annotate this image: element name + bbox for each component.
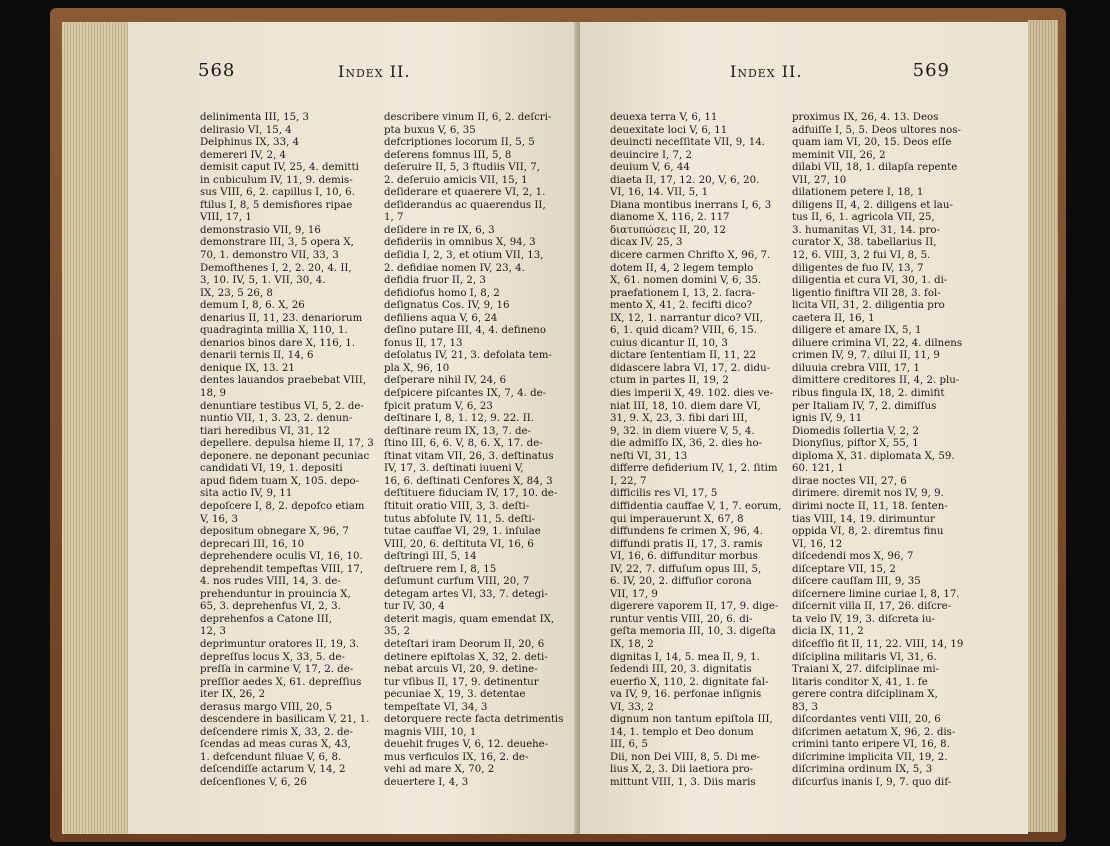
index-line: sita actio IV, 9, 11 — [200, 488, 293, 500]
index-line: 83, 3 — [792, 701, 818, 713]
index-line: VI, 16, 14. VII, 5, 1 — [610, 187, 709, 199]
index-line: defiliens aqua V, 6, 24 — [384, 312, 498, 324]
index-line: crimen IV, 9, 7. dilui II, 11, 9 — [792, 350, 940, 362]
index-line: caetera II, 16, 1 — [792, 312, 875, 324]
page-edges-right — [1028, 20, 1058, 832]
index-line: deſiderare et quaerere VI, 2, 1. — [384, 187, 546, 199]
index-line: gerere contra diſciplinam X, — [792, 689, 938, 701]
index-line: preſſior aedes X, 61. depreſſius — [200, 676, 362, 688]
index-line: ftilus I, 8, 5 demisfiores ripae — [200, 199, 353, 211]
index-line: deſignatus Cos. IV, 9, 16 — [384, 300, 510, 312]
index-line: runtur ventis VIII, 20, 6. di- — [610, 613, 753, 625]
index-line: 12, 3 — [200, 626, 226, 638]
index-line: denique IX, 13. 21 — [200, 362, 295, 374]
index-line: diffundi pratis II, 17, 3. ramis — [610, 538, 763, 550]
index-line: didascere labra VI, 17, 2. didu- — [610, 362, 771, 374]
right-page-header — [580, 56, 1028, 86]
index-line: 18, 9 — [200, 388, 226, 400]
index-line: X, 61. nomen domini V, 6, 35. — [610, 275, 762, 287]
page-number: 569 — [912, 60, 950, 81]
index-line: deterit magis, quam emendat IX, — [384, 613, 555, 625]
index-line: quam iam VI, 20, 15. Deos eſſe — [792, 137, 952, 149]
index-line: dicia IX, 11, 2 — [792, 626, 864, 638]
index-line: VII, 27, 10 — [792, 174, 847, 186]
index-line: diſcurſus inanis I, 9, 7. quo dif- — [792, 776, 952, 788]
index-line: detinere epiftolas X, 32, 2. deti- — [384, 651, 548, 663]
index-line: ſedendi III, 20, 3. dignitatis — [610, 664, 752, 676]
index-line: diſcrimine implicita VII, 19, 2. — [792, 751, 948, 763]
index-line: deſidere in re IX, 6, 3 — [384, 224, 495, 236]
index-line: dianome X, 116, 2. 117 — [610, 212, 730, 224]
index-line: deprecari III, 16, 10 — [200, 538, 305, 550]
index-line: ribus fingula IX, 18, 2. dimifit — [792, 388, 945, 400]
index-line: deſcenſiones V, 6, 26 — [200, 776, 307, 788]
index-line: nuntio VII, 1, 3. 23, 2. denun- — [200, 413, 353, 425]
index-line: sus VIII, 6, 2. capillus I, 10, 6. — [200, 187, 355, 199]
index-line: 14, 1. templo et Deo donum — [610, 726, 754, 738]
index-line: preſſa in carmine V, 17, 2. de- — [200, 664, 354, 676]
index-line: Diana montibus inerrans I, 6, 3 — [610, 199, 772, 211]
index-line: 4. nos rudes VIII, 14, 3. de- — [200, 576, 341, 588]
index-line: deſcendere rimis X, 33, 2. de- — [200, 726, 353, 738]
index-line: diſceſſio fit II, 11, 22. VIII, 14, 19 — [792, 638, 964, 650]
index-line: III, 6, 5 — [610, 739, 648, 751]
index-line: VIII, 20, 6. deſtituta VI, 16, 6 — [384, 538, 534, 550]
index-line: magnis VIII, 10, 1 — [384, 726, 477, 738]
index-line: deprehendit tempeftas VIII, 17, — [200, 563, 364, 575]
index-line: ignis IV, 9, 11 — [792, 413, 863, 425]
index-line: diligere et amare IX, 5, 1 — [792, 325, 922, 337]
index-line: dirimi nocte II, 11, 18. ſenten- — [792, 500, 948, 512]
index-line: delirasio VI, 15, 4 — [200, 124, 292, 136]
index-line: ſtituit oratio VIII, 3, 3. deſti- — [384, 500, 530, 512]
index-line: difficilis res VI, 17, 5 — [610, 488, 718, 500]
index-line: VI, 16, 12 — [792, 538, 843, 550]
index-line: meminit VII, 26, 2 — [792, 149, 886, 161]
index-line: 3, 10. IV, 5, 1. VII, 30, 4. — [200, 275, 326, 287]
index-line: deſperare nihil IV, 24, 6 — [384, 375, 507, 387]
index-line: diligentia et cura VI, 30, 1. di- — [792, 275, 948, 287]
index-line: IV, 17, 3. deſtinati iuueni V, — [384, 463, 524, 475]
index-line: diſcernit villa II, 17, 26. diſcre- — [792, 601, 952, 613]
index-line: depellere. depulsa hieme II, 17, 3 — [200, 438, 374, 450]
index-line: 65, 3. deprehenfus VI, 2, 3. — [200, 601, 341, 613]
index-line: VII, 17, 9 — [610, 588, 658, 600]
index-line: deſolatus IV, 21, 3. defolata tem- — [384, 350, 552, 362]
index-line: VI, 16, 6. diffunditur morbus — [610, 551, 758, 563]
index-line: deuium V, 6, 44 — [610, 162, 690, 174]
index-line: deſtruere rem I, 8, 15 — [384, 563, 497, 575]
index-line: deuincire I, 7, 2 — [610, 149, 692, 161]
index-line: denuntiare testibus VI, 5, 2. de- — [200, 400, 364, 412]
index-line: niat III, 18, 10. diem dare VI, — [610, 400, 761, 412]
index-line: IX, 18, 2 — [610, 638, 654, 650]
index-line: lius X, 2, 3. Dii laetiora pro- — [610, 764, 754, 776]
index-line: dentes lauandos praebebat VIII, — [200, 375, 366, 387]
index-line: IV, 22, 7. diffuſum opus III, 5, — [610, 563, 762, 575]
index-line: cuius dicantur II, 10, 3 — [610, 337, 728, 349]
index-line: tur vſibus II, 17, 9. detinentur — [384, 676, 539, 688]
index-line: per Italiam IV, 7, 2. dimiſſus — [792, 400, 937, 412]
index-line: deſino putare III, 4, 4. defineno — [384, 325, 546, 337]
index-line: tias VIII, 14, 19. dirimuntur — [792, 513, 935, 525]
index-line: diſciplina militaris VI, 31, 6. — [792, 651, 937, 663]
index-line: deuertere I, 4, 3 — [384, 776, 469, 788]
index-line: diſcordantes venti VIII, 20, 6 — [792, 714, 941, 726]
index-line: pecuniae X, 19, 3. detentae — [384, 689, 526, 701]
index-line: 35, 2 — [384, 626, 410, 638]
index-line: deuincti neceſſitate VII, 9, 14. — [610, 137, 765, 149]
index-line: euerfio X, 110, 2. dignitate fal- — [610, 676, 769, 688]
index-line: deuexa terra V, 6, 11 — [610, 112, 718, 123]
index-line: I, 22, 7 — [610, 475, 647, 487]
running-head: Index II. — [338, 62, 411, 81]
index-line: defcriptiones locorum II, 5, 5 — [384, 137, 535, 149]
index-line: fpicit pratum V, 6, 23 — [384, 400, 493, 412]
index-line: ligentio finiftra VII 28, 3. fol- — [792, 287, 941, 299]
index-line: dignitas I, 14, 5. mea II, 9, 1. — [610, 651, 760, 663]
index-line: qui imperauerunt X, 67, 8 — [610, 513, 744, 525]
index-line: deſidia I, 2, 3, et otium VII, 13, — [384, 250, 544, 262]
index-line: deſtituere fiduciam IV, 17, 10. de- — [384, 488, 558, 500]
index-line: in cubiculum IV, 11, 9. demis- — [200, 174, 353, 186]
index-line: delinimenta III, 15, 3 — [200, 112, 310, 123]
index-line: ctum in partes II, 19, 2 — [610, 375, 729, 387]
index-line: deteſtari iram Deorum II, 20, 6 — [384, 638, 545, 650]
index-line: deſeruire II, 5, 3 ftudiis VII, 7, — [384, 162, 540, 174]
index-line: proximus IX, 26, 4. 13. Deos — [792, 112, 939, 123]
index-line: IX, 12, 1. narrantur dico? VII, — [610, 312, 763, 324]
index-line: candidati VI, 19, 1. depositi — [200, 463, 343, 475]
index-line: 16, 6. deſtinati Cenfores X, 84, 3 — [384, 475, 553, 487]
index-line: praefationem I, 13, 2. ſacra- — [610, 287, 756, 299]
index-line: fonus II, 17, 13 — [384, 337, 463, 349]
index-line: vehi ad mare X, 70, 2 — [384, 764, 495, 776]
index-line: dies imperii X, 49. 102. dies ve- — [610, 388, 773, 400]
index-line: adfuiſſe I, 5, 5. Deos ultores nos- — [792, 124, 961, 136]
index-line: deſcendiſſe actarum V, 14, 2 — [200, 764, 346, 776]
index-line: diligens II, 4, 2. diligens et lau- — [792, 199, 953, 211]
index-line: quadraginta millia X, 110, 1. — [200, 325, 348, 337]
index-line: dignum non tantum epiſtola III, — [610, 714, 773, 726]
index-line: descendere in basilicam V, 21, 1. — [200, 714, 370, 726]
running-head: Index II. — [730, 62, 803, 81]
index-line: 1. defcendunt filuae V, 6, 8. — [200, 751, 342, 763]
index-line: defidiofus homo I, 8, 2 — [384, 287, 500, 299]
index-line: nebat arcuis VI, 20, 9. detine- — [384, 664, 538, 676]
index-line: litaris conditor X, 41, 1. fe — [792, 676, 928, 688]
index-line: 2. deſeruio amicis VII, 15, 1 — [384, 174, 528, 186]
index-line: Dionyſius, piftor X, 55, 1 — [792, 438, 919, 450]
index-line: tempeſtate VI, 34, 3 — [384, 701, 488, 713]
index-line: 3. humanitas VI, 31, 14. pro- — [792, 224, 940, 236]
index-line: deſpicere piſcantes IX, 7, 4. de- — [384, 388, 547, 400]
index-line: diaeta II, 17, 12. 20, V, 6, 20. — [610, 174, 760, 186]
index-line: detegam artes VI, 33, 7. detegi- — [384, 588, 548, 600]
index-line: digerere vaporem II, 17, 9. dige- — [610, 601, 779, 613]
index-line: denarios binos dare X, 116, 1. — [200, 337, 355, 349]
index-line: diffidentia cauffae V, 1, 7. eorum, — [610, 500, 782, 512]
index-line: va IV, 9, 16. perfonae inſignis — [610, 689, 762, 701]
index-line: defidia fruor II, 2, 3 — [384, 275, 486, 287]
index-line: demonstrasio VII, 9, 16 — [200, 224, 321, 236]
index-line: diploma X, 31. diplomata X, 59. — [792, 450, 955, 462]
index-line: deuehit fruges V, 6, 12. deuehe- — [384, 739, 549, 751]
index-line: denarius II, 11, 23. denariorum — [200, 312, 363, 324]
index-line: VI, 33, 2 — [610, 701, 654, 713]
index-line: dictare ſententiam II, 11, 22 — [610, 350, 757, 362]
index-line: 6, 1. quid dicam? VIII, 6, 15. — [610, 325, 758, 337]
index-line: curator X, 38. tabellarius II, — [792, 237, 937, 249]
index-line: dirimere. diremit nos IV, 9, 9. — [792, 488, 944, 500]
page-number: 568 — [198, 60, 236, 81]
index-line: Traiani X, 27. difciplinae mi- — [792, 664, 940, 676]
index-line: demum I, 8, 6. X, 26 — [200, 300, 305, 312]
index-line: dilabi VII, 18, 1. dilapſa repente — [792, 162, 958, 174]
index-line: demonstrare III, 3, 5 opera X, — [200, 237, 354, 249]
index-line: Diomedis ſollertia V, 2, 2 — [792, 425, 919, 437]
index-line: defideriis in omnibus X, 94, 3 — [384, 237, 536, 249]
index-line: iter IX, 26, 2 — [200, 689, 266, 701]
index-line: tutus abfolute IV, 11, 5. deſti- — [384, 513, 536, 525]
index-line: diligentes de fuo IV, 13, 7 — [792, 262, 924, 274]
index-line: tiari heredibus VI, 31, 12 — [200, 425, 330, 437]
index-line: deprimuntur oratores II, 19, 3. — [200, 638, 360, 650]
index-line: mittunt VIII, 1, 3. Diis maris — [610, 776, 756, 788]
index-line: deſerens fomnus III, 5, 8 — [384, 149, 512, 161]
index-line: Demofthenes I, 2, 2. 20, 4. II, — [200, 262, 352, 274]
index-line: VIII, 17, 1 — [200, 212, 252, 224]
page-edges-left — [62, 22, 132, 834]
index-line: 70, 1. demonstro VII, 33, 3 — [200, 250, 339, 262]
index-line: depoſcere I, 8, 2. depofco etiam — [200, 500, 365, 512]
index-line: ſtinat vitam VII, 26, 3. deſtinatus — [384, 450, 554, 462]
index-line: 12, 6. VIII, 3, 2 fui VI, 8, 5. — [792, 250, 931, 262]
index-line: 6. IV, 20, 2. diffuſior corona — [610, 576, 752, 588]
index-line: licita VII, 31, 2. diligentia pro — [792, 300, 945, 312]
index-line: demisit caput IV, 25, 4. demitti — [200, 162, 359, 174]
index-line: deprehendere oculis VI, 16, 10. — [200, 551, 363, 563]
index-line: διατυπώσεις II, 20, 12 — [610, 224, 726, 236]
index-line: 60. 121, 1 — [792, 463, 844, 475]
index-line: neſti VI, 31, 13 — [610, 450, 688, 462]
index-line: diſceptare VII, 15, 2 — [792, 563, 896, 575]
index-line: deſumunt curfum VIII, 20, 7 — [384, 576, 530, 588]
index-line: dilationem petere I, 18, 1 — [792, 187, 924, 199]
index-line: diffundens fe crimen X, 96, 4. — [610, 526, 763, 538]
index-line: ta velo IV, 19, 3. diſcreta iu- — [792, 613, 936, 625]
index-line: tus II, 6, 1. agricola VII, 25, — [792, 212, 935, 224]
index-line: IX, 23, 5 26, 8 — [200, 287, 273, 299]
index-line: prehenduntur in prouincia X, — [200, 588, 351, 600]
index-line: ſtino III, 6, 6. V, 8, 6. X, 17. de- — [384, 438, 543, 450]
right-page — [580, 22, 1028, 834]
index-line: dicax IV, 25, 3 — [610, 237, 683, 249]
index-line: 9, 32. in diem viuere V, 5, 4. — [610, 425, 755, 437]
index-line: tur IV, 30, 4 — [384, 601, 445, 613]
index-line: die admiſſo IX, 36, 2. dies ho- — [610, 438, 763, 450]
index-line: Dii, non Dei VIII, 8, 5. Di me- — [610, 751, 760, 763]
index-line: deprehenfos a Catone III, — [200, 613, 333, 625]
index-line: diſcrimina ordinum IX, 5, 3 — [792, 764, 933, 776]
index-column — [384, 112, 564, 790]
index-column — [610, 112, 790, 790]
index-line: diſcernere limine curiae I, 8, 17. — [792, 588, 960, 600]
index-line: deſtinare I, 8, 1. 12, 9. 22. II. — [384, 413, 534, 425]
index-line: dirae noctes VII, 27, 6 — [792, 475, 907, 487]
index-line: ſcendas ad meas curas X, 43, — [200, 739, 351, 751]
index-line: crimini tanto eripere VI, 16, 8. — [792, 739, 950, 751]
index-line: apud fidem tuam X, 105. depo- — [200, 475, 360, 487]
index-line: deſtringi III, 5, 14 — [384, 551, 477, 563]
left-page — [128, 22, 578, 834]
index-line: describere vinum II, 6, 2. deſcri- — [384, 112, 552, 123]
index-line: diluere crimina VI, 22, 4. dilnens — [792, 337, 963, 349]
index-column — [792, 112, 972, 790]
index-line: dicere carmen Chrifto X, 96, 7. — [610, 250, 771, 262]
index-line: 2. defidiae nomen IV, 23, 4. — [384, 262, 525, 274]
index-line: deſtinare reum IX, 13, 7. de- — [384, 425, 531, 437]
index-line: geſta memoria III, 10, 3. digeſta — [610, 626, 776, 638]
index-line: mento X, 41, 2. fecifti dico? — [610, 300, 753, 312]
index-line: differre defiderium IV, 1, 2. ſitim — [610, 463, 778, 475]
index-line: demereri IV, 2, 4 — [200, 149, 287, 161]
index-line: mus verficulos IX, 16, 2. de- — [384, 751, 529, 763]
left-page-header — [128, 56, 578, 86]
index-line: V, 16, 3 — [200, 513, 238, 525]
index-line: diſcedendi mos X, 96, 7 — [792, 551, 914, 563]
index-line: 31, 9. X, 23, 3. fibi dari III, — [610, 413, 748, 425]
index-line: deponere. ne deponant pecuniac — [200, 450, 370, 462]
index-line: detorquere recte facta detrimentis — [384, 714, 564, 726]
index-line: diluuia crebra VIII, 17, 1 — [792, 362, 920, 374]
index-line: depositum obnegare X, 96, 7 — [200, 526, 349, 538]
index-line: Delphinus IX, 33, 4 — [200, 137, 300, 149]
index-line: pla X, 96, 10 — [384, 362, 450, 374]
index-line: deuexitate loci V, 6, 11 — [610, 124, 728, 136]
index-line: diſcere cauſſam III, 9, 35 — [792, 576, 921, 588]
index-line: oppida VI, 8, 2. diremtus finu — [792, 526, 944, 538]
index-line: 1, 7 — [384, 212, 404, 224]
index-line: pta buxus V, 6, 35 — [384, 124, 476, 136]
index-line: dimittere creditores II, 4, 2. plu- — [792, 375, 960, 387]
index-line: tutae cauffae VI, 29, 1. inſulae — [384, 526, 541, 538]
index-line: diſcrimen aetatum X, 96, 2. dis- — [792, 726, 956, 738]
index-line: dotem II, 4, 2 legem templo — [610, 262, 754, 274]
index-line: derasus margo VIII, 20, 5 — [200, 701, 333, 713]
index-column — [200, 112, 380, 790]
index-line: deſiderandus ac quaerendus II, — [384, 199, 546, 211]
index-line: depreſſus locus X, 33, 5. de- — [200, 651, 345, 663]
index-line: denarii ternis II, 14, 6 — [200, 350, 314, 362]
